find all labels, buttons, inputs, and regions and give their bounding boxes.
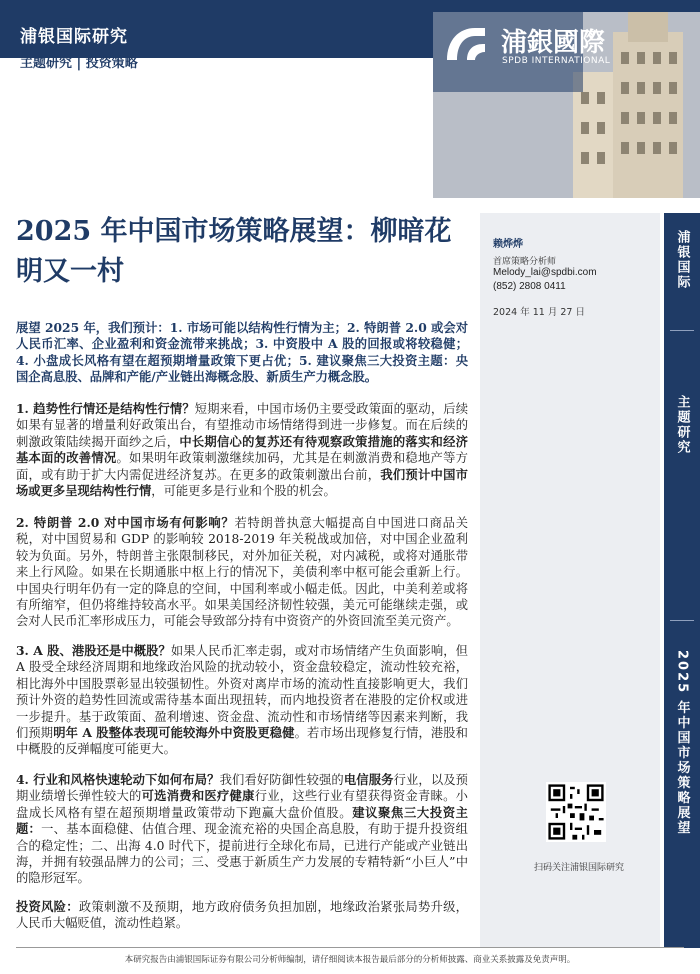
section-1	[16, 401, 468, 499]
section-emphasis: 明年 A 股整体表现可能较海外中资股更稳健	[53, 725, 295, 741]
brand-name-cn: 浦銀國際	[501, 28, 606, 58]
section-text: 。若市场出现修复行情，港股和中概股的反弹幅度可能更大。	[16, 726, 468, 757]
risk-heading: 投资风险：	[16, 899, 79, 914]
spdb-logo-icon	[439, 20, 491, 68]
summary-lead: 展望 2025 年，我们预计：1. 市场可能以结构性行情为主；2. 特朗普 2.0 或会对人民币汇率、企业盈利和资金流带来挑战；3. 中资股中 A 股的回报或将较稳健；4. 小盘成长风格有望在超预期增量政策下更占优；5. 建议聚焦三大投资主题：央国企高息股、品牌和产能/产业链出海概念股、新质生产力概念股。	[16, 320, 468, 385]
section-text: 我们看好防御性较强的	[219, 773, 344, 787]
section-emphasis: 中长期信心的复苏还有待观察政策措施的落实和经济基本面的改善情况	[16, 433, 468, 466]
analyst-role: 首席策略分析师	[493, 257, 557, 267]
section-text: 一、基本面稳健、估值合理、现金流充裕的央国企高息股，有助于提升投资组合的稳定性；二、出海 4.0 时代下，提前进行全球化布局，已进行产能或产业链出海，并拥有较强品牌力的公司；三、受惠于新质生产力发展的专精特新“小巨人”中的隐形冠军。	[16, 822, 468, 886]
brand-name-en: SPDB INTERNATIONAL	[502, 56, 611, 66]
qr-caption: 扫码关注浦银国际研究	[533, 863, 624, 873]
section-3	[16, 643, 468, 758]
section-heading: 2. 特朗普 2.0 对中国市场有何影响？	[16, 515, 235, 530]
report-header	[0, 0, 700, 198]
analyst-email[interactable]: Melody_lai@spdbi.com	[493, 267, 597, 278]
risk-text: 政策刺激不及预期，地方政府债务负担加剧，地缘政治紧张局势升级，人民币大幅贬值，流动性趋紧。	[16, 900, 468, 931]
section-2	[16, 515, 468, 630]
section-emphasis: 可选消费和医疗健康	[141, 788, 255, 804]
section-emphasis: 建议聚焦三大投资主题：	[16, 804, 468, 837]
report-title: 2025 年中国市场策略展望：柳暗花明又一村	[16, 216, 452, 287]
section-emphasis: 电信服务	[343, 772, 394, 787]
analyst-name: 赖烨烨	[493, 239, 523, 250]
brand-banner	[433, 12, 700, 198]
footer-divider	[16, 947, 684, 948]
section-text: 行业，这些行业有望获得资金青睐。小盘成长风格有望在超预期增量政策带动下跑赢大盘价值股。	[16, 789, 468, 820]
vtab-category: 主题研究	[674, 395, 690, 455]
section-4	[16, 772, 468, 887]
section-text: 若特朗普执意大幅提高自中国进口商品关税，对中国贸易和 GDP 的影响较 2018-2019 年关税战或加倍，对中国企业盈利较为负面。另外，特朗普主张限制移民，对外加征关税，对内减税，或将对通胀带来上行风险。如果在长期通胀中枢上行的情况下，美债利率中枢可能会重新上行。中国央行明年仍有一定的降息的空间，中国利率或小幅走低。因此，中美利差或将有所缩窄，但仍将维持较高水平。如果美国经济韧性较强，美元可能继续走强，或会对人民币汇率形成压力，可能会导致部分持有中资资产的外资回流至美元资产。	[16, 516, 468, 629]
section-text: 短期来看，中国市场仍主要受政策面的驱动，后续如果有显著的增量利好政策出台，有望推动市场情绪得到进一步修复。而在后续的刺激政策陆续揭开面纱之后，	[16, 402, 468, 449]
section-text: 如果人民币汇率走弱，或对市场情绪产生负面影响，但 A 股受全球经济周期和地缘政治风险的扰动较小，资金盘较稳定，流动性较充裕，相比海外中国股票彰显出较强韧性。外资对离岸市场的流动性直接影响更大，我们预计外资的趋势性回流或需待基本面出现扭转，而内地投资者在港股的定价权或进一步提升。基于政策面、盈利增速、资金盘、流动性和市场情绪等因素来判断，我们预期	[16, 644, 468, 741]
qr-code-icon[interactable]	[546, 782, 606, 842]
report-date: 2024 年 11 月 27 日	[493, 307, 585, 318]
report-category: 主题研究 | 投资策略	[20, 56, 138, 71]
section-text: ，可能更多是行业和个股的机会。	[151, 484, 336, 499]
vtab-title: 2025 年中国市场策略展望	[674, 650, 690, 836]
vtab-divider	[670, 620, 694, 621]
firm-name: 浦银国际研究	[20, 27, 128, 47]
section-heading: 3. A 股、港股还是中概股？	[16, 643, 171, 658]
section-heading: 1. 趋势性行情还是结构性行情？	[16, 401, 195, 416]
risk-section	[16, 899, 468, 932]
disclaimer-footer: 本研究报告由浦银国际证券有限公司分析师编制，请仔细阅读本报告最后部分的分析师披露、商业关系披露及免责声明。	[124, 955, 576, 965]
section-emphasis: 我们预计中国市场或更多呈现结构性行情	[16, 466, 468, 499]
vtab-firm: 浦银国际	[674, 230, 690, 290]
section-text: 。如果明年政策刺激继续加码，尤其是在刺激消费和稳地产等方面，或有助于扩大内需促进经济复苏。在更多的政策刺激出台前，	[16, 451, 468, 482]
section-text: 行业，以及预期业绩增长弹性较大的	[16, 773, 468, 804]
analyst-phone: (852) 2808 0411	[493, 281, 566, 292]
vtab-divider	[670, 330, 694, 331]
section-heading: 4. 行业和风格快速轮动下如何布局？	[16, 772, 220, 787]
